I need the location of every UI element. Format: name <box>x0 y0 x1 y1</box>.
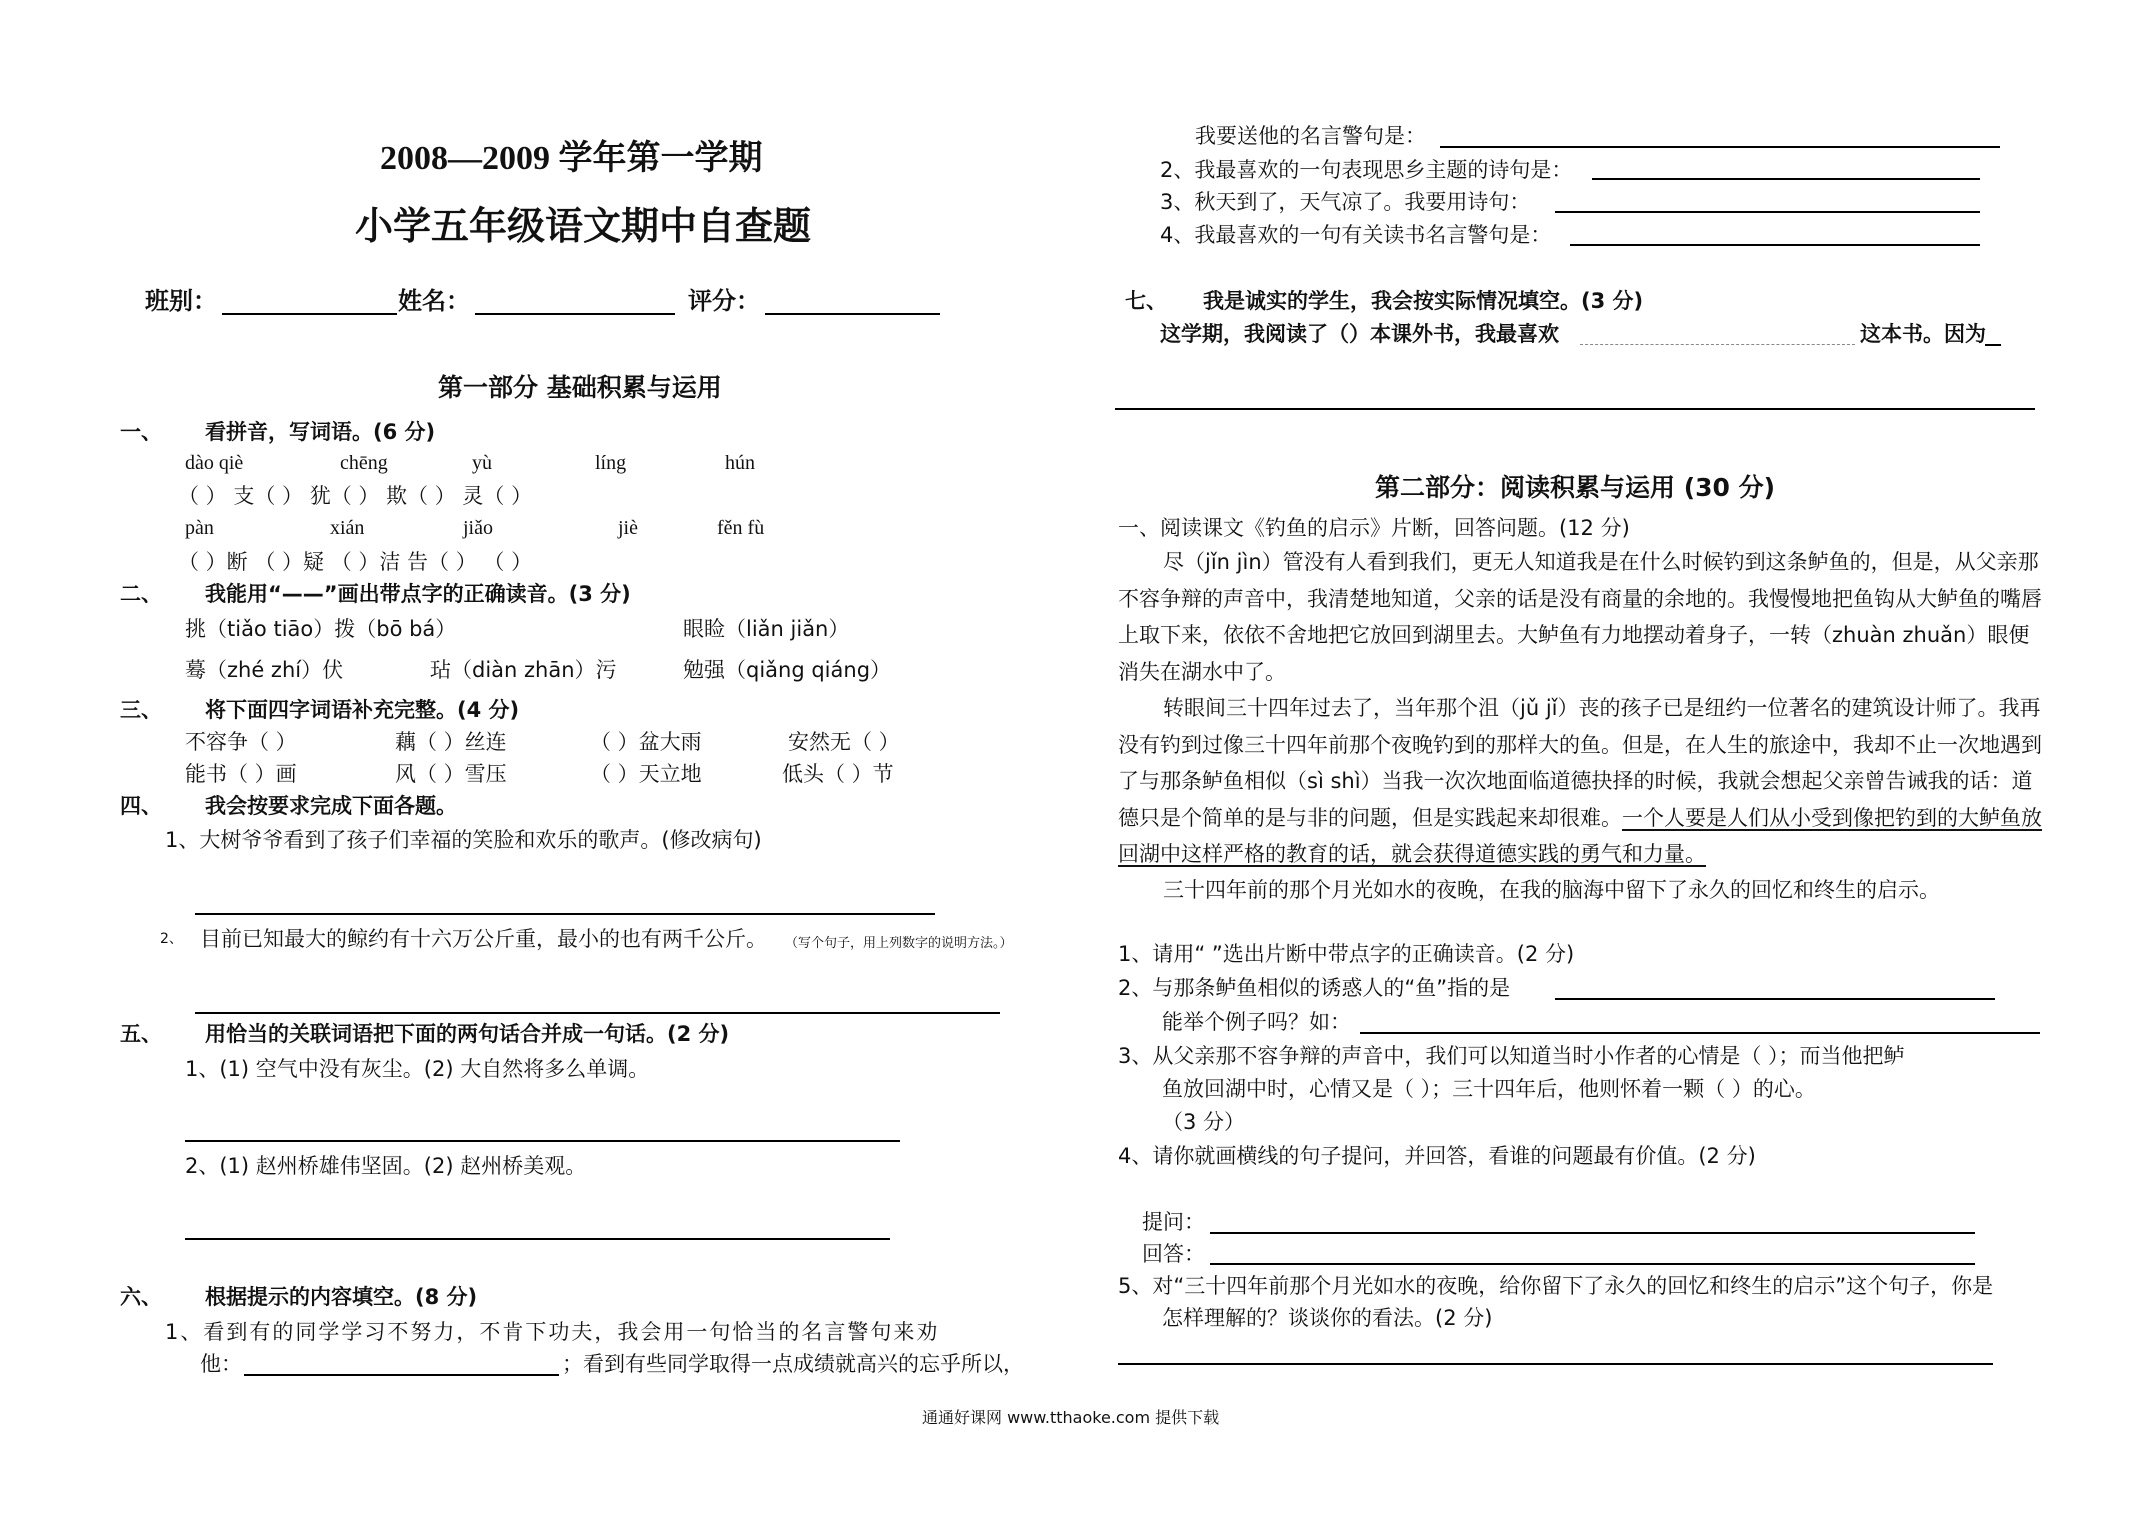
reading-q3-line2: 鱼放回湖中时，心情又是（ ）；三十四年后，他则怀着一颗（ ）的心。 <box>1162 1077 1816 1101</box>
q7-title: 我是诚实的学生，我会按实际情况填空。(3 分) <box>1203 289 1644 313</box>
q6-item2: 2、我最喜欢的一句表现思乡主题的诗句是： <box>1160 158 1573 182</box>
q1-pinyin: pàn <box>185 517 214 539</box>
q2-item: 挑（tiǎo tiāo）拨（bō bá） <box>185 617 457 641</box>
answer-line[interactable] <box>185 1238 890 1240</box>
part1-heading: 第一部分 基础积累与运用 <box>438 373 722 402</box>
class-label: 班别： <box>145 287 217 315</box>
class-field[interactable] <box>222 313 397 315</box>
q3-item: （ ）盆大雨 <box>590 730 702 754</box>
q1-row2: （ ）断 （ ）疑 （ ）洁 告（ ） （ ） <box>178 550 533 574</box>
q1-row1: （ ） 支（ ） 犹（ ） 欺（ ） 灵（ ） <box>178 484 533 508</box>
exam-year: 2008—2009 学年第一学期 <box>380 140 763 177</box>
answer-line[interactable] <box>244 1374 559 1376</box>
answer-line[interactable] <box>185 1140 900 1142</box>
q6-item3: 3、秋天到了，天气凉了。我要用诗句： <box>1160 190 1531 214</box>
answer-line[interactable] <box>1580 344 1855 345</box>
answer-line[interactable] <box>1592 178 1980 180</box>
exam-title: 小学五年级语文期中自查题 <box>355 204 812 248</box>
q6-item1-line1: 1、看到有的同学学习不努力，不肯下功夫，我会用一句恰当的名言警句来劝 <box>165 1320 940 1344</box>
reading-q2: 2、与那条鲈鱼相似的诱惑人的“鱼”指的是 <box>1118 976 1511 1000</box>
answer-line[interactable] <box>1115 408 2035 410</box>
q1-pinyin: fěn fù <box>717 517 765 539</box>
q3-item: （ ）天立地 <box>590 762 702 786</box>
answer-line[interactable] <box>1440 146 2000 148</box>
q4-item1: 1、大树爷爷看到了孩子们幸福的笑脸和欢乐的歌声。(修改病句) <box>165 828 762 852</box>
q3-item: 风（ ）雪压 <box>395 762 507 786</box>
footer-source: 通通好课网 www.tthaoke.com 提供下载 <box>922 1408 1220 1427</box>
q5-item1: 1、(1) 空气中没有灰尘。(2) 大自然将多么单调。 <box>185 1057 650 1081</box>
q3-item: 安然无（ ） <box>788 730 900 754</box>
reading-q3-line3: （3 分） <box>1162 1110 1246 1134</box>
q1-number: 一、 <box>120 420 162 444</box>
reading-q2-example: 能举个例子吗？如： <box>1162 1010 1351 1034</box>
answer-line[interactable] <box>1985 344 2001 346</box>
q4-number: 四、 <box>120 794 162 818</box>
q3-number: 三、 <box>120 698 162 722</box>
q7-line-b: 这本书。因为 <box>1860 322 1986 346</box>
passage-paragraph-1: 尽（jǐn jìn）管没有人看到我们，更无人知道我是在什么时候钓到这条鲈鱼的，但是，从父亲那不容争辩的声音中，我清楚地知道，父亲的话是没有商量的余地的。我慢慢地把鱼钩从大鲈鱼的嘴唇上取下来，依依不舍地把它放回到湖里去。大鲈鱼有力地摆动着身子，一转（zhuàn zhuǎn）眼便消失在湖水中了。 <box>1118 550 2042 684</box>
passage-paragraph-3: 三十四年前的那个月光如水的夜晚，在我的脑海中留下了永久的回忆和终生的启示。 <box>1163 878 1940 902</box>
q6-title: 根据提示的内容填空。(8 分) <box>205 1285 478 1309</box>
reading-q4: 4、请你就画横线的句子提问，并回答，看谁的问题最有价值。(2 分) <box>1118 1144 1756 1168</box>
answer-label: 回答： <box>1142 1242 1205 1266</box>
q1-pinyin: chēng <box>340 452 388 474</box>
q1-pinyin: dào qiè <box>185 452 244 474</box>
q3-item: 能书（ ）画 <box>185 762 297 786</box>
q7-line-a: 这学期，我阅读了（）本课外书，我最喜欢 <box>1160 322 1559 346</box>
q4-item2-number: 2、 <box>160 931 183 947</box>
q6-item1-line2: ；看到有些同学取得一点成绩就高兴的忘乎所以， <box>562 1352 1024 1376</box>
q1-pinyin: yù <box>472 452 492 474</box>
q1-pinyin: hún <box>725 452 755 474</box>
q3-item: 藕（ ）丝连 <box>395 730 507 754</box>
answer-line[interactable] <box>1555 998 1995 1000</box>
answer-answer-line[interactable] <box>1210 1263 1975 1265</box>
q2-item: 勉强（qiǎng qiáng） <box>683 658 892 682</box>
q4-item2: 目前已知最大的鲸约有十六万公斤重，最小的也有两千公斤。 <box>200 927 767 951</box>
score-field[interactable] <box>765 313 940 315</box>
q3-title: 将下面四字词语补充完整。(4 分) <box>205 698 520 722</box>
q5-item2: 2、(1) 赵州桥雄伟坚固。(2) 赵州桥美观。 <box>185 1154 587 1178</box>
q1-title: 看拼音，写词语。(6 分) <box>205 420 436 444</box>
underlined-sentence: 一个人要是人们从小受到像把钓到的大鲈鱼放回湖中这样严格的教育的话，就会获得道德实践的勇气和力量。 <box>1118 805 2042 866</box>
q2-number: 二、 <box>120 582 162 606</box>
q2-item: 眼睑（liǎn jiǎn） <box>683 617 850 641</box>
q1-pinyin: jiè <box>618 517 638 539</box>
reading-intro: 一、阅读课文《钓鱼的启示》片断，回答问题。(12 分) <box>1118 516 1630 540</box>
q6-item4: 4、我最喜欢的一句有关读书名言警句是： <box>1160 223 1552 247</box>
reading-q3-line1: 3、从父亲那不容争辩的声音中，我们可以知道当时小作者的心情是（ ）；而当他把鲈 <box>1118 1044 1905 1068</box>
reading-q1: 1、请用“ ”选出片断中带点字的正确读音。(2 分) <box>1118 942 1575 966</box>
q1-pinyin: líng <box>595 452 627 474</box>
q5-title: 用恰当的关联词语把下面的两句话合并成一句话。(2 分) <box>205 1022 730 1046</box>
q3-item: 不容争（ ） <box>185 730 297 754</box>
q2-item: 玷（diàn zhān）污 <box>430 658 617 682</box>
score-label: 评分： <box>688 287 760 315</box>
q2-item: 蓦（zhé zhí）伏 <box>185 658 344 682</box>
q6-item1-prefix: 他： <box>200 1352 242 1376</box>
q1-pinyin: jiǎo <box>463 517 493 539</box>
answer-line[interactable] <box>1360 1032 2040 1034</box>
passage-paragraph-2-text: 转眼间三十四年过去了，当年那个沮（jǔ jǐ）丧的孩子已是纽约一位著名的建筑设计师了。我再没有钓到过像三十四年前那个夜晚钓到的那样大的鱼。但是，在人生的旅途中，我却不止一次地遇到了与那条鲈鱼相似（sì shì）当我一次次地面临道德抉择的时候，我就会想起父亲曾告诫我的话：道德只是个简单的是与非的问题，但是实践起来却很难。 <box>1118 696 2042 830</box>
q7-number: 七、 <box>1125 289 1167 313</box>
q6-number: 六、 <box>120 1285 162 1309</box>
name-field[interactable] <box>475 313 675 315</box>
ask-answer-line[interactable] <box>1210 1232 1975 1234</box>
q4-item2-note: （写个句子，用上列数字的说明方法。） <box>785 936 1013 951</box>
ask-label: 提问： <box>1142 1210 1205 1234</box>
q6-item1-line3: 我要送他的名言警句是： <box>1195 124 1426 148</box>
answer-line[interactable] <box>195 913 935 915</box>
reading-q5-line1: 5、对“三十四年前那个月光如水的夜晚，给你留下了永久的回忆和终生的启示”这个句子，你是 <box>1118 1274 1994 1298</box>
answer-line[interactable] <box>1555 211 1980 213</box>
q1-pinyin: xián <box>330 517 365 539</box>
q2-title: 我能用“——”画出带点字的正确读音。(3 分) <box>205 582 631 606</box>
passage-paragraph-2 <box>1118 690 2048 873</box>
answer-line[interactable] <box>1118 1363 1993 1365</box>
name-label: 姓名： <box>398 287 470 315</box>
q5-number: 五、 <box>120 1022 162 1046</box>
answer-line[interactable] <box>195 1012 1000 1014</box>
part2-heading: 第二部分：阅读积累与运用 (30 分) <box>1375 473 1776 502</box>
answer-line[interactable] <box>1570 244 1980 246</box>
q4-title: 我会按要求完成下面各题。 <box>205 794 457 818</box>
q3-item: 低头（ ）节 <box>782 762 894 786</box>
reading-q5-line2: 怎样理解的？谈谈你的看法。(2 分) <box>1162 1306 1493 1330</box>
